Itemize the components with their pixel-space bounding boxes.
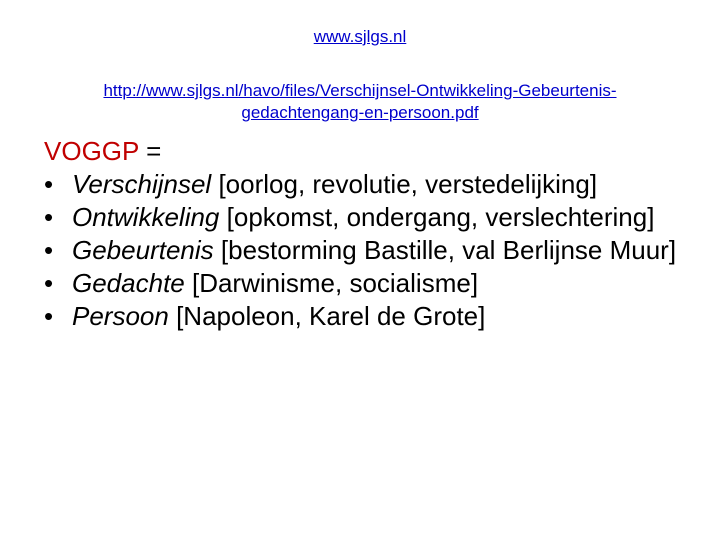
item-term: Gedachte <box>72 268 185 298</box>
slide-body <box>44 135 684 333</box>
list-item <box>44 300 684 333</box>
item-term: Persoon <box>72 301 169 331</box>
site-link[interactable]: www.sjlgs.nl <box>313 27 407 46</box>
bullet-icon: • <box>44 268 54 298</box>
bullet-icon: • <box>44 301 54 331</box>
bullet-icon: • <box>44 235 54 265</box>
acronym-heading <box>44 135 684 168</box>
list-item <box>44 267 684 300</box>
pdf-link-block <box>40 80 680 124</box>
bullet-icon: • <box>44 169 54 199</box>
list-item <box>44 168 684 201</box>
item-term: Gebeurtenis <box>72 235 214 265</box>
acronym-equals: = <box>138 136 162 166</box>
concept-list <box>44 168 684 333</box>
acronym: VOGGP <box>44 136 139 166</box>
item-term: Verschijnsel <box>72 169 212 199</box>
pdf-link-line-2[interactable]: gedachtengang-en-persoon.pdf <box>241 103 479 122</box>
item-examples: [bestorming Bastille, val Berlijnse Muur] <box>213 235 677 265</box>
list-item <box>44 234 684 267</box>
list-item <box>44 201 684 234</box>
item-examples: [oorlog, revolutie, verstedelijking] <box>211 169 598 199</box>
item-examples: [Napoleon, Karel de Grote] <box>168 301 486 331</box>
bullet-icon: • <box>44 202 54 232</box>
pdf-link-line-1[interactable]: http://www.sjlgs.nl/havo/files/Verschijnsel-Ontwikkeling-Gebeurtenis- <box>103 81 617 100</box>
item-examples: [Darwinisme, socialisme] <box>184 268 479 298</box>
item-term: Ontwikkeling <box>72 202 220 232</box>
item-examples: [opkomst, ondergang, verslechtering] <box>219 202 655 232</box>
site-link-row <box>0 27 720 47</box>
